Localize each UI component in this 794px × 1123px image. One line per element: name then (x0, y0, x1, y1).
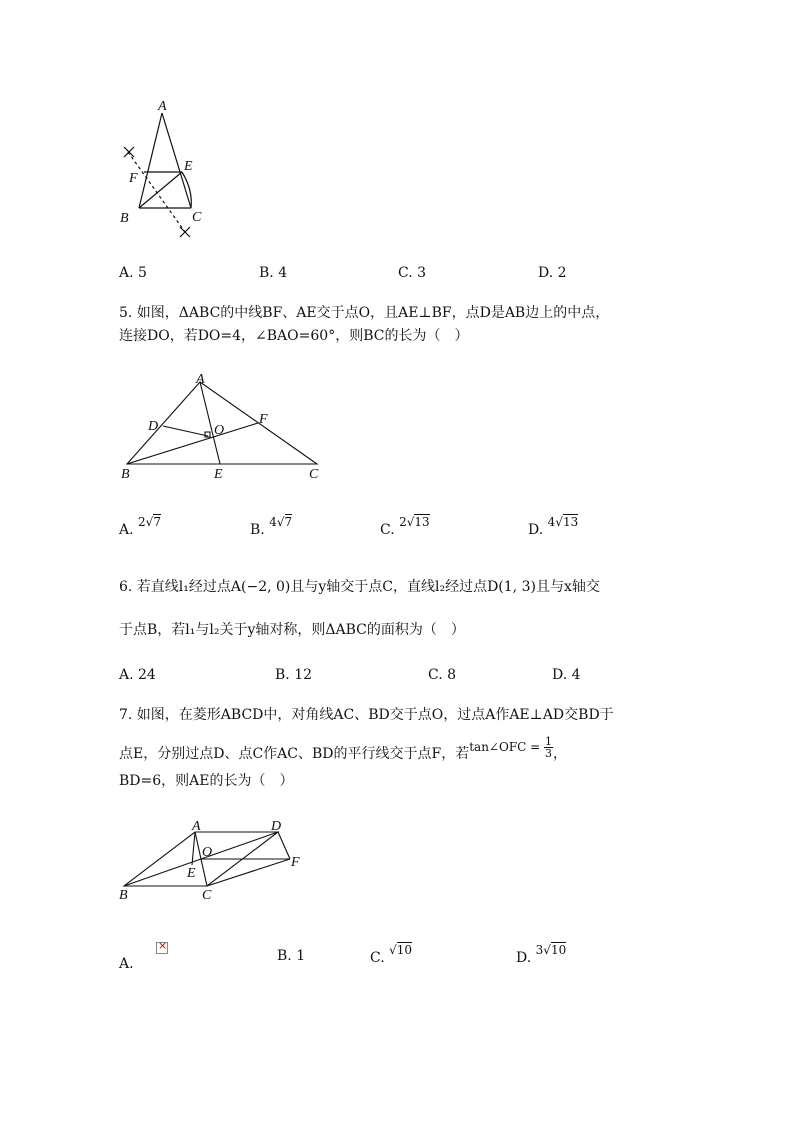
q5-text-line2: 连接DO，若DO=4，∠BAO=60°，则BC的长为（ ） (119, 328, 469, 344)
label-B: B (121, 467, 130, 482)
q5-option-a[interactable]: A. 2√7 (119, 515, 161, 538)
q4-option-d[interactable]: D. 2 (538, 265, 567, 281)
fraction: $\frac{1}{3}$ (545, 735, 553, 760)
label-O: O (214, 423, 225, 438)
radical-expression: √10 (389, 943, 413, 957)
q5-text-line1: 5. 如图，ΔABC的中线BF、AE交于点O，且AE⊥BF，点D是AB边上的中点， (119, 305, 610, 321)
label-F: F (129, 171, 138, 186)
q6-option-a[interactable]: A. 24 (119, 667, 156, 683)
radical-expression: 2√13 (399, 515, 430, 529)
q6-option-b[interactable]: B. 12 (275, 667, 313, 683)
q7-text-line2: 点E，分别过点D、点C作AC、BD的平行线交于点F，若tan∠OFC = $\frac{1}{3}$ ， (119, 735, 568, 762)
q7-option-a[interactable]: A. × (119, 950, 168, 966)
label-E: E (187, 866, 196, 881)
label-F: F (259, 412, 268, 427)
label-B: B (119, 888, 128, 903)
label-A: A (158, 99, 167, 114)
q7-option-d[interactable]: D. 3√10 (516, 943, 567, 966)
broken-image-icon (156, 942, 168, 954)
figure-q7 (110, 815, 310, 905)
q6-option-d[interactable]: D. 4 (552, 667, 581, 683)
radical-expression: 4√7 (269, 515, 293, 529)
label-D: D (148, 419, 159, 434)
q5-option-c[interactable]: C. 2√13 (380, 515, 430, 538)
label-E: E (184, 159, 193, 174)
q6-text-line2: 于点B，若l₁与l₂关于y轴对称，则ΔABC的面积为（ ） (119, 622, 465, 638)
q7-option-b[interactable]: B. 1 (277, 948, 306, 964)
label-O: O (202, 845, 213, 860)
figure-q5 (110, 370, 330, 485)
radical-expression: 3√10 (535, 943, 567, 957)
label-B: B (120, 211, 129, 226)
q7-text-line1: 7. 如图，在菱形ABCD中，对角线AC、BD交于点O，过点A作AE⊥AD交BD于 (119, 707, 614, 723)
q5-option-b[interactable]: B. 4√7 (250, 515, 293, 538)
label-C: C (202, 888, 212, 903)
q6-option-c[interactable]: C. 8 (428, 667, 457, 683)
q4-option-b[interactable]: B. 4 (259, 265, 288, 281)
q7-text-line3: BD=6，则AE的长为（ ） (119, 773, 294, 789)
label-A: A (196, 372, 205, 387)
q6-text-line1: 6. 若直线l₁经过点A(−2, 0)且与y轴交于点C，直线l₂经过点D(1, 3)且与x轴交 (119, 579, 600, 595)
label-A: A (192, 819, 201, 834)
label-C: C (309, 467, 319, 482)
radical-expression: 4√13 (547, 515, 579, 529)
q7-option-c[interactable]: C. √10 (370, 943, 413, 966)
figure-q4 (110, 95, 210, 245)
q4-option-a[interactable]: A. 5 (119, 265, 147, 281)
q4-option-c[interactable]: C. 3 (398, 265, 427, 281)
q5-option-d[interactable]: D. 4√13 (528, 515, 579, 538)
radical-expression: 2√7 (138, 515, 161, 529)
label-F: F (291, 855, 300, 870)
label-C: C (192, 210, 202, 225)
label-E: E (214, 467, 223, 482)
label-D: D (271, 819, 282, 834)
